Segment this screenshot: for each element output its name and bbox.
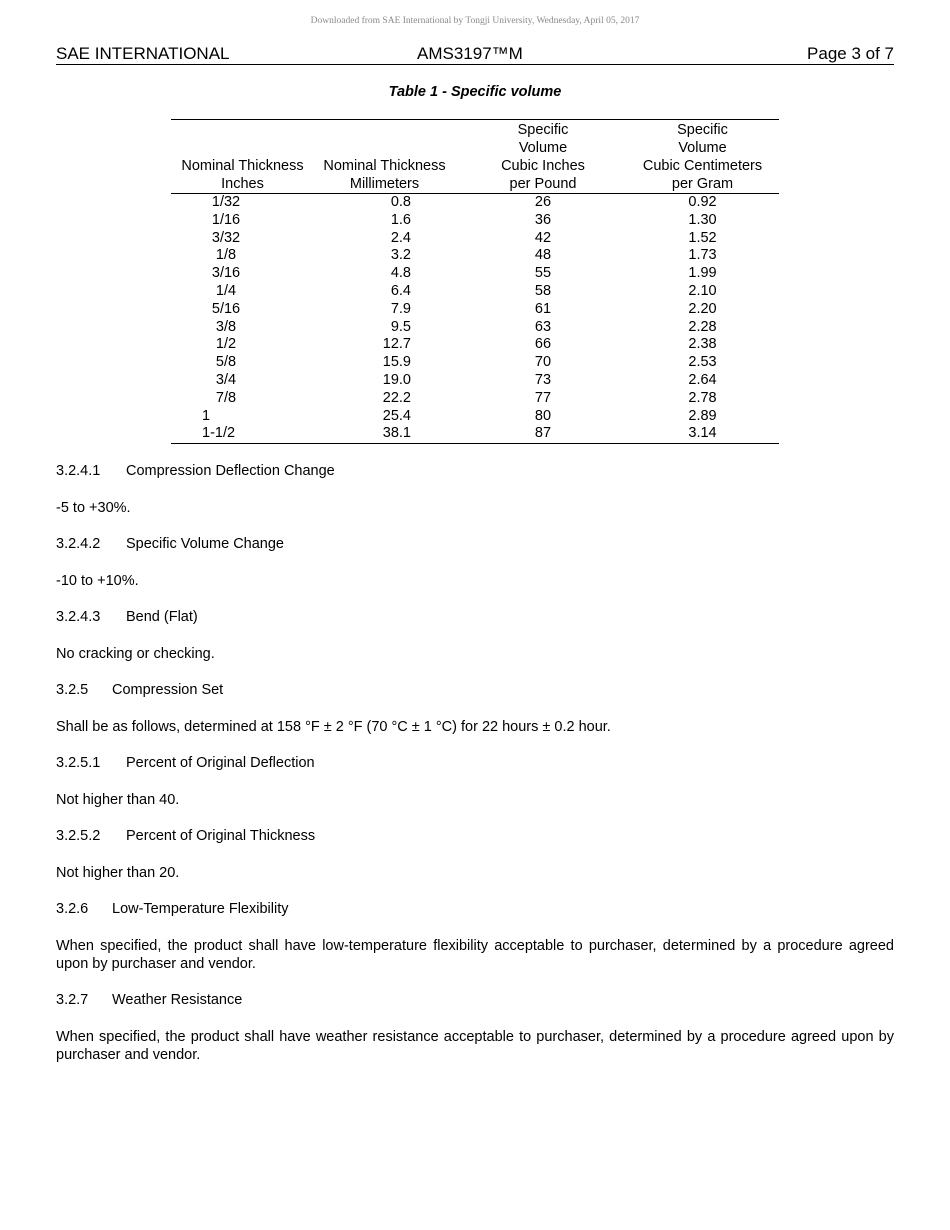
table-header-row bbox=[171, 120, 779, 194]
cell-specific-volume-cm3-g: 2.28 bbox=[688, 318, 717, 335]
cell-thickness-in: 1 bbox=[202, 407, 211, 424]
table-row bbox=[171, 283, 779, 301]
cell-specific-volume-cm3-g: 3.14 bbox=[688, 425, 717, 442]
cell-thickness-mm: 15.9 bbox=[382, 354, 411, 371]
cell-thickness-in: 3/4 bbox=[215, 371, 237, 388]
section-number: 3.2.5 bbox=[56, 682, 89, 698]
cell-thickness-mm: 9.5 bbox=[390, 318, 411, 335]
section-text: When specified, the product shall have low-temperature flexibility acceptable to purchaser, determined by a procedure agreed upon by purchaser and vendor. bbox=[56, 938, 894, 972]
cell-specific-volume-in3-lb: 73 bbox=[534, 371, 552, 388]
table-row bbox=[171, 212, 779, 230]
cell-thickness-in: 7/8 bbox=[215, 389, 237, 406]
cell-specific-volume-in3-lb: 36 bbox=[534, 211, 552, 228]
table-row bbox=[171, 319, 779, 337]
section-number: 3.2.7 bbox=[56, 992, 89, 1008]
cell-thickness-in: 1/32 bbox=[211, 194, 241, 210]
table-row bbox=[171, 408, 779, 426]
cell-thickness-in: 1-1/2 bbox=[202, 425, 236, 442]
section-number: 3.2.4.2 bbox=[56, 536, 101, 552]
cell-thickness-mm: 4.8 bbox=[390, 265, 411, 282]
cell-thickness-in: 1/4 bbox=[215, 282, 237, 299]
table-row bbox=[171, 354, 779, 372]
cell-specific-volume-in3-lb: 80 bbox=[534, 407, 552, 424]
table-body bbox=[171, 194, 779, 444]
cell-thickness-mm: 0.8 bbox=[390, 194, 411, 210]
cell-thickness-in: 1/16 bbox=[211, 211, 241, 228]
cell-thickness-in: 3/8 bbox=[215, 318, 237, 335]
section-heading bbox=[56, 827, 315, 845]
cell-specific-volume-in3-lb: 26 bbox=[534, 194, 552, 210]
section-text: -10 to +10%. bbox=[56, 573, 139, 589]
section-text: -5 to +30%. bbox=[56, 500, 131, 516]
section-number: 3.2.4.1 bbox=[56, 463, 101, 479]
cell-thickness-mm: 7.9 bbox=[390, 300, 411, 317]
table-caption: Table 1 - Specific volume bbox=[388, 84, 562, 100]
cell-specific-volume-cm3-g: 2.10 bbox=[688, 282, 717, 299]
cell-thickness-mm: 6.4 bbox=[390, 282, 411, 299]
table-row bbox=[171, 336, 779, 354]
section-number: 3.2.6 bbox=[56, 901, 89, 917]
header-page-number: Page 3 of 7 bbox=[807, 44, 894, 63]
section-number: 3.2.5.2 bbox=[56, 828, 101, 844]
section-text: Not higher than 40. bbox=[56, 792, 180, 808]
cell-thickness-mm: 2.4 bbox=[390, 229, 411, 246]
section-title: Low-Temperature Flexibility bbox=[112, 901, 289, 917]
section-heading bbox=[56, 608, 198, 626]
cell-specific-volume-cm3-g: 1.52 bbox=[688, 229, 717, 246]
cell-specific-volume-in3-lb: 66 bbox=[534, 336, 552, 353]
cell-specific-volume-in3-lb: 61 bbox=[534, 300, 552, 317]
cell-specific-volume-cm3-g: 2.64 bbox=[688, 371, 717, 388]
cell-thickness-in: 1/8 bbox=[215, 247, 237, 264]
section-text: When specified, the product shall have weather resistance acceptable to purchaser, determined by a procedure agreed upon by purchaser and vendor. bbox=[56, 1029, 894, 1063]
cell-specific-volume-cm3-g: 0.92 bbox=[688, 194, 717, 210]
cell-specific-volume-in3-lb: 77 bbox=[534, 389, 552, 406]
section-title: Specific Volume Change bbox=[126, 536, 284, 552]
cell-thickness-in: 3/32 bbox=[211, 229, 241, 246]
section-number: 3.2.4.3 bbox=[56, 609, 101, 625]
cell-thickness-mm: 25.4 bbox=[382, 407, 411, 424]
section-title: Compression Set bbox=[112, 682, 224, 698]
cell-thickness-in: 3/16 bbox=[211, 265, 241, 282]
cell-thickness-mm: 19.0 bbox=[382, 371, 411, 388]
section-title: Compression Deflection Change bbox=[126, 463, 335, 479]
cell-specific-volume-in3-lb: 63 bbox=[534, 318, 552, 335]
cell-specific-volume-cm3-g: 1.73 bbox=[688, 247, 717, 264]
cell-specific-volume-cm3-g: 1.99 bbox=[688, 265, 717, 282]
specific-volume-table bbox=[171, 119, 779, 444]
section-heading bbox=[56, 681, 223, 699]
table-row bbox=[171, 230, 779, 248]
cell-specific-volume-in3-lb: 55 bbox=[534, 265, 552, 282]
cell-thickness-mm: 1.6 bbox=[390, 211, 411, 228]
cell-thickness-mm: 3.2 bbox=[390, 247, 411, 264]
table-row bbox=[171, 265, 779, 283]
section-title: Bend (Flat) bbox=[126, 609, 198, 625]
table-row bbox=[171, 247, 779, 265]
section-heading bbox=[56, 462, 335, 480]
cell-thickness-mm: 12.7 bbox=[382, 336, 411, 353]
section-text: No cracking or checking. bbox=[56, 646, 215, 662]
col-header-thickness-mm: Nominal Thickness Millimeters bbox=[323, 158, 446, 192]
section-text: Not higher than 20. bbox=[56, 865, 180, 881]
cell-thickness-in: 1/2 bbox=[215, 336, 237, 353]
cell-specific-volume-in3-lb: 87 bbox=[534, 425, 552, 442]
cell-specific-volume-in3-lb: 58 bbox=[534, 282, 552, 299]
page-header bbox=[56, 44, 894, 65]
section-heading bbox=[56, 754, 315, 772]
cell-specific-volume-cm3-g: 2.78 bbox=[688, 389, 717, 406]
cell-specific-volume-cm3-g: 2.20 bbox=[688, 300, 717, 317]
col-header-specific-volume-cm3-g: Specific Volume Cubic Centimeters per Gram bbox=[642, 122, 763, 192]
table-row bbox=[171, 425, 779, 443]
table-row bbox=[171, 372, 779, 390]
section-title: Weather Resistance bbox=[112, 992, 243, 1008]
col-header-thickness-in: Nominal Thickness Inches bbox=[181, 158, 304, 192]
section-text: Shall be as follows, determined at 158 °F ± 2 °F (70 °C ± 1 °C) for 22 hours ± 0.2 hour. bbox=[56, 719, 611, 735]
header-doc-id: AMS3197™M bbox=[417, 44, 523, 63]
header-org: SAE INTERNATIONAL bbox=[56, 44, 230, 63]
cell-specific-volume-cm3-g: 1.30 bbox=[688, 211, 717, 228]
cell-specific-volume-cm3-g: 2.53 bbox=[688, 354, 717, 371]
table-row bbox=[171, 301, 779, 319]
section-title: Percent of Original Deflection bbox=[126, 755, 315, 771]
cell-thickness-mm: 38.1 bbox=[382, 425, 411, 442]
table-row bbox=[171, 390, 779, 408]
cell-specific-volume-in3-lb: 70 bbox=[534, 354, 552, 371]
cell-thickness-mm: 22.2 bbox=[382, 389, 411, 406]
section-heading bbox=[56, 535, 284, 553]
section-title: Percent of Original Thickness bbox=[126, 828, 316, 844]
col-header-specific-volume-in3-lb: Specific Volume Cubic Inches per Pound bbox=[501, 122, 585, 192]
cell-thickness-in: 5/8 bbox=[215, 354, 237, 371]
section-heading bbox=[56, 991, 242, 1009]
section-number: 3.2.5.1 bbox=[56, 755, 101, 771]
cell-specific-volume-in3-lb: 48 bbox=[534, 247, 552, 264]
cell-specific-volume-in3-lb: 42 bbox=[534, 229, 552, 246]
cell-specific-volume-cm3-g: 2.38 bbox=[688, 336, 717, 353]
download-notice: Downloaded from SAE International by Tongji University, Wednesday, April 05, 2017 bbox=[310, 16, 640, 26]
table-row bbox=[171, 194, 779, 212]
cell-thickness-in: 5/16 bbox=[211, 300, 241, 317]
cell-specific-volume-cm3-g: 2.89 bbox=[688, 407, 717, 424]
section-heading bbox=[56, 900, 288, 918]
